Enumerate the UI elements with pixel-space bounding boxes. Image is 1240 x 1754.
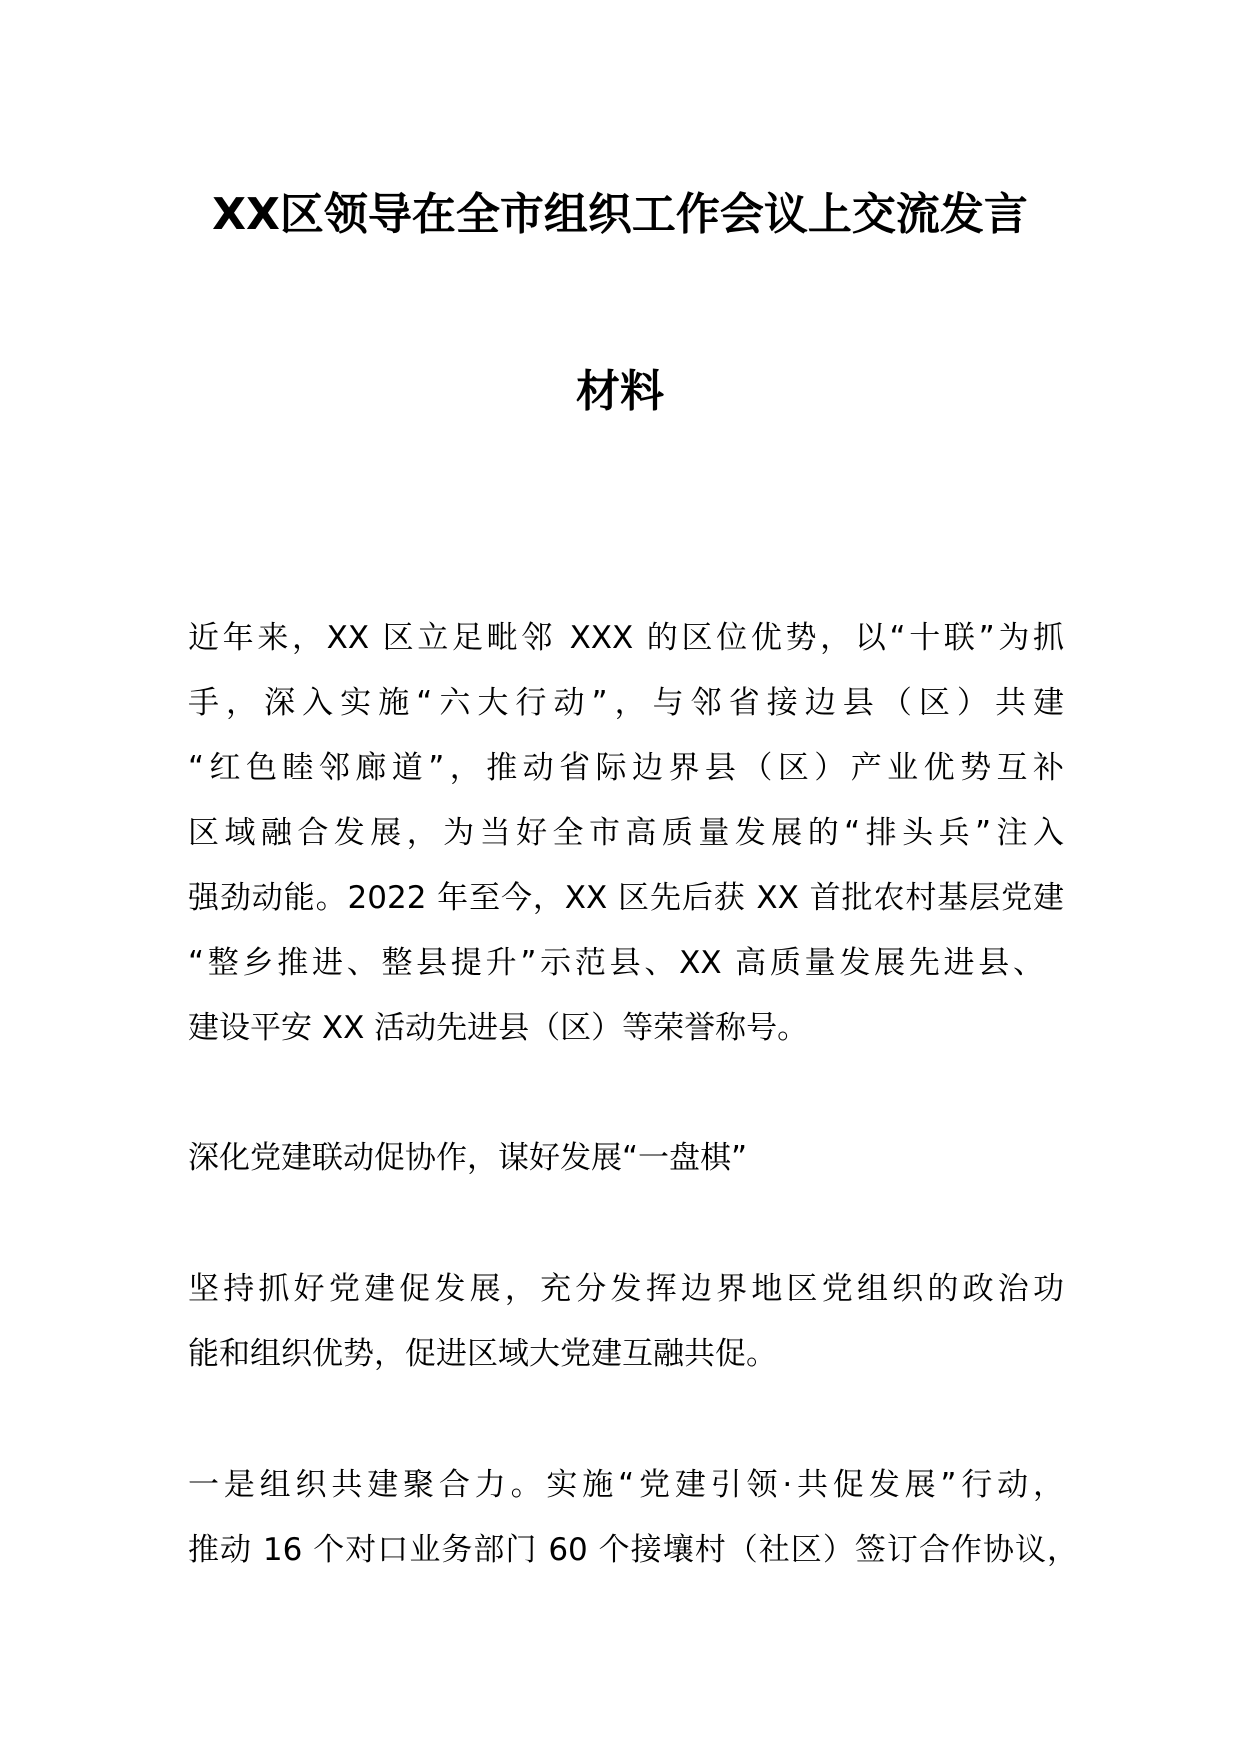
section-heading: 深化党建联动促协作，谋好发展“一盘棋” — [188, 1140, 748, 1176]
intro-line: 手，深入实施“六大行动”，与邻省接边县（区）共建 — [188, 685, 1064, 721]
paragraph-line: 推动 16 个对口业务部门 60 个接壤村（社区）签订合作协议， — [188, 1532, 1078, 1568]
document-title-line2: 材料 — [576, 366, 664, 417]
paragraph-line: 一是组织共建聚合力。实施“党建引领·共促发展”行动， — [188, 1467, 1064, 1503]
document-title-line1: XX区领导在全市组织工作会议上交流发言 — [212, 189, 1028, 240]
intro-line: 建设平安 XX 活动先进县（区）等荣誉称号。 — [188, 1010, 809, 1046]
intro-line: “红色睦邻廊道”，推动省际边界县（区）产业优势互补 — [188, 750, 1064, 786]
intro-line: 近年来，XX 区立足毗邻 XXX 的区位优势，以“十联”为抓 — [188, 620, 1064, 656]
intro-line: “整乡推进、整县提升”示范县、XX 高质量发展先进县、 — [188, 945, 1044, 981]
paragraph-line: 坚持抓好党建促发展，充分发挥边界地区党组织的政治功 — [188, 1271, 1064, 1307]
intro-line: 区域融合发展，为当好全市高质量发展的“排头兵”注入 — [188, 815, 1064, 851]
intro-line: 强劲动能。2022 年至今，XX 区先后获 XX 首批农村基层党建 — [188, 880, 1064, 916]
paragraph-line: 能和组织优势，促进区域大党建互融共促。 — [188, 1336, 777, 1372]
